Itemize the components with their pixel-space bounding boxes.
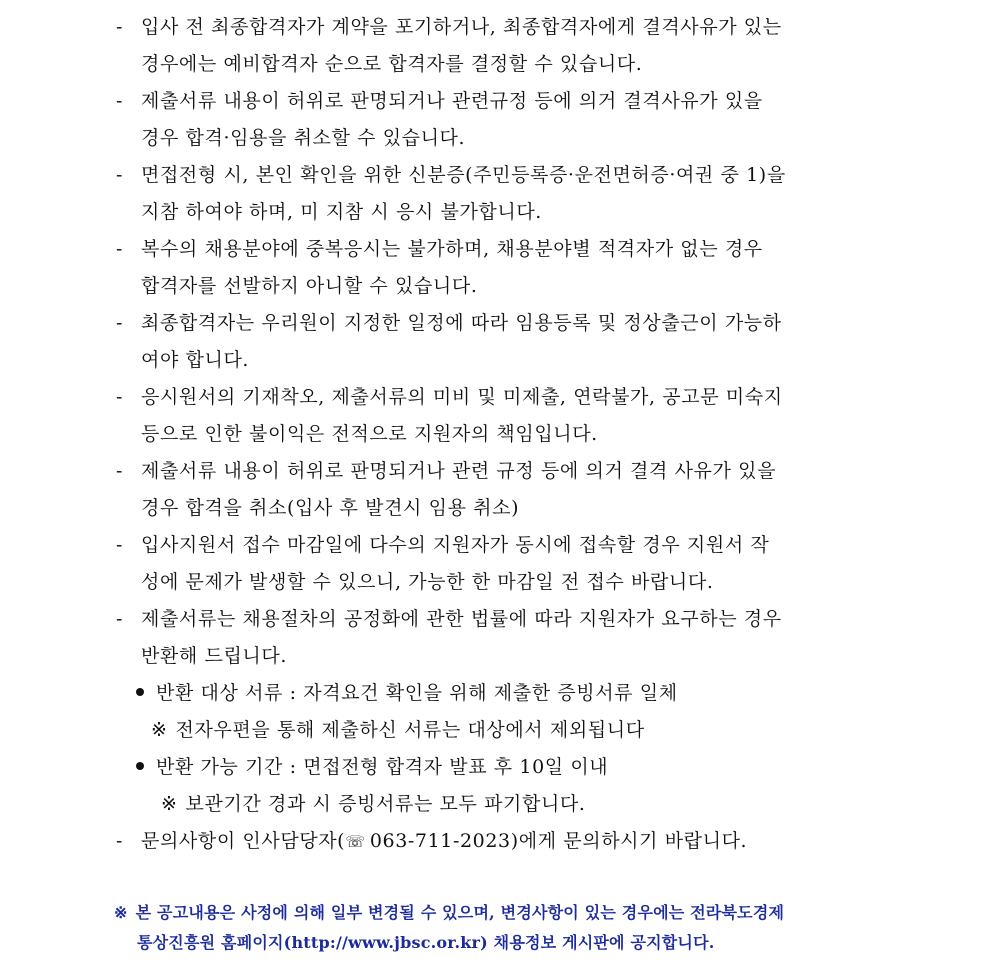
dash-marker: - [116,90,124,112]
notice-item-line: 면접전형 시, 본인 확인을 위한 신분증(주민등록증·운전면허증·여권 중 1)을 [141,164,786,186]
bullet-dot-icon [136,762,144,770]
notice-item-continuation: 경우에는 예비합격자 순으로 합격자를 결정할 수 있습니다. [141,53,643,75]
dash-marker: - [116,830,124,852]
dash-marker: - [116,460,124,482]
reference-mark-icon: ※ [151,719,168,741]
notice-item-continuation: 성에 문제가 발생할 수 있으니, 가능한 한 마감일 전 접수 바랍니다. [141,571,714,593]
notice-item [116,236,763,262]
return-period-bullet [136,754,608,780]
notice-item-continuation: 경우 합격·임용을 취소할 수 있습니다. [141,127,466,149]
bullet-dot-icon [136,688,144,696]
dash-marker: - [116,16,124,38]
dash-marker: - [116,608,124,630]
return-period-note-text: 보관기간 경과 시 증빙서류는 모두 파기합니다. [185,793,586,815]
reference-mark-icon: ※ [114,903,128,922]
return-target-text: 반환 대상 서류 : 자격요건 확인을 위해 제출한 증빙서류 일체 [156,682,678,704]
notice-item-line: 복수의 채용분야에 중복응시는 불가하며, 채용분야별 적격자가 없는 경우 [141,238,763,260]
dash-marker: - [116,312,124,334]
return-period-text: 반환 가능 기간 : 면접전형 합격자 발표 후 10일 이내 [156,756,609,778]
contact-line [116,828,747,855]
notice-item [116,532,769,558]
notice-item-continuation: 등으로 인한 불이익은 전적으로 지원자의 책임입니다. [141,423,598,445]
notice-item [116,310,782,336]
notice-item-line: 응시원서의 기재착오, 제출서류의 미비 및 미제출, 연락불가, 공고문 미숙지 [141,386,783,408]
footer-notice-line2: 통상진흥원 홈페이지(http://www.jbsc.or.kr) 채용정보 게시판에 공지합니다. [137,933,715,952]
footer-text-1: 본 공고내용은 사정에 의해 일부 변경될 수 있으며, 변경사항이 있는 경우에는 전라북도경제 [135,903,785,922]
phone-icon: ☏ [345,832,366,851]
notice-item [116,384,783,410]
return-target-note [151,717,645,743]
return-target-note-text: 전자우편을 통해 제출하신 서류는 대상에서 제외됩니다 [175,719,645,741]
return-target-bullet [136,680,678,706]
notice-item-continuation: 여야 합니다. [141,349,250,371]
notice-item-continuation: 경우 합격을 취소(입사 후 발견시 임용 취소) [141,497,520,519]
notice-item-line: 최종합격자는 우리원이 지정한 일정에 따라 임용등록 및 정상출근이 가능하 [141,312,782,334]
dash-marker: - [116,534,124,556]
notice-item [116,458,776,484]
notice-item-line: 입사 전 최종합격자가 계약을 포기하거나, 최종합격자에게 결격사유가 있는 [141,16,782,38]
notice-item [116,162,786,188]
dash-marker: - [116,238,124,260]
notice-item-line: 입사지원서 접수 마감일에 다수의 지원자가 동시에 접속할 경우 지원서 작 [141,534,770,556]
footer-notice-line1 [114,902,784,924]
reference-mark-icon: ※ [161,793,178,815]
notice-item-line: 제출서류는 채용절차의 공정화에 관한 법률에 따라 지원자가 요구하는 경우 [141,608,782,630]
notice-item [116,606,782,632]
notice-item [116,14,782,40]
contact-prefix: 문의사항이 인사담당자( [141,830,346,852]
notice-item-continuation: 반환해 드립니다. [141,645,287,667]
notice-item-continuation: 지참 하여야 하며, 미 지참 시 응시 불가합니다. [141,201,542,223]
contact-suffix: )에게 문의하시기 바랍니다. [510,830,748,852]
notice-item-line: 제출서류 내용이 허위로 판명되거나 관련규정 등에 의거 결격사유가 있을 [141,90,763,112]
notice-item-line: 제출서류 내용이 허위로 판명되거나 관련 규정 등에 의거 결격 사유가 있을 [141,460,777,482]
dash-marker: - [116,164,124,186]
notice-item [116,88,763,114]
notice-item-continuation: 합격자를 선발하지 아니할 수 있습니다. [141,275,478,297]
dash-marker: - [116,386,124,408]
return-period-note [161,791,586,817]
contact-phone: 063-711-2023 [369,830,511,852]
